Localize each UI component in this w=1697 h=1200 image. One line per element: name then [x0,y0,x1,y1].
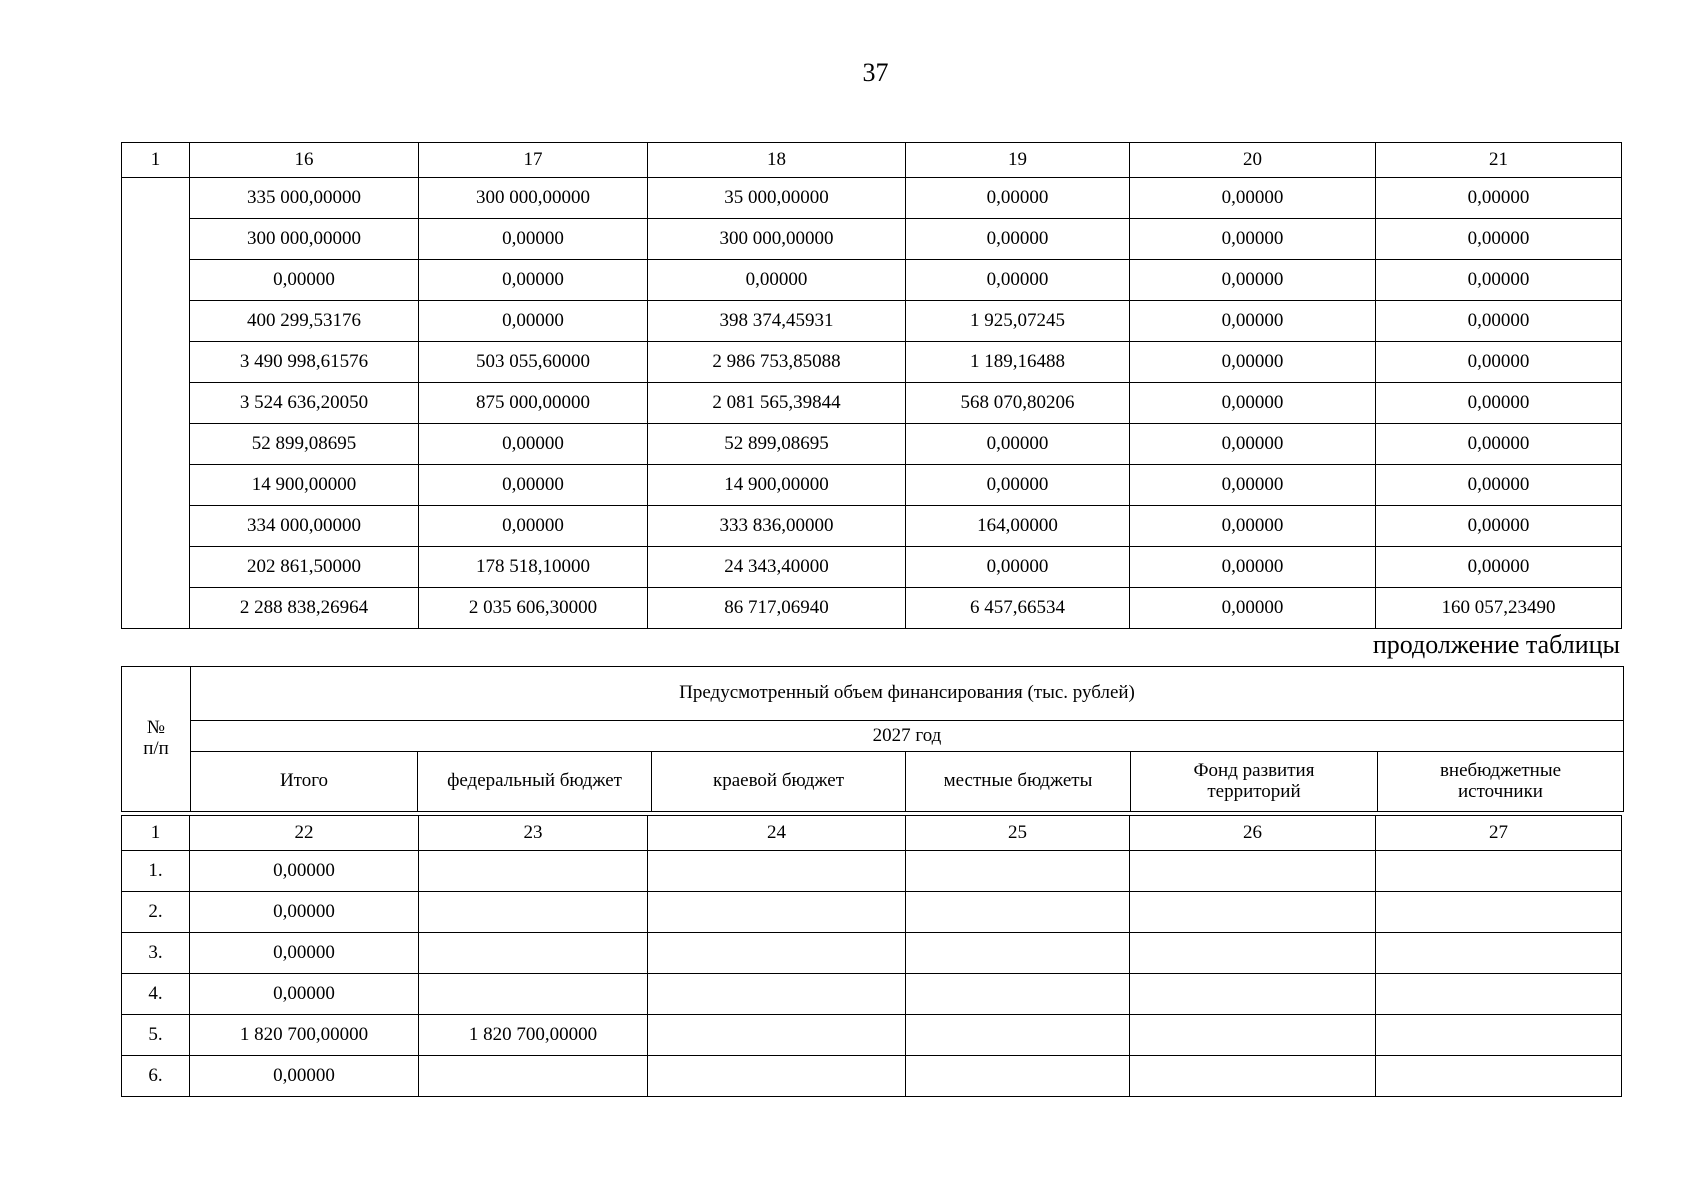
row-number-header: № п/п [122,667,191,812]
table-row [122,933,1622,974]
merged-number-cell [122,178,190,629]
table-cell: 52 899,08695 [190,424,419,465]
column-number-row [122,143,1622,178]
table-cell: 0,00000 [906,465,1130,506]
table-cell: 300 000,00000 [648,219,906,260]
column-number-cell: 17 [419,143,648,178]
table-cell: 24 343,40000 [648,547,906,588]
table-cell [1130,1015,1376,1056]
table-cell: 0,00000 [648,260,906,301]
column-number-cell: 20 [1130,143,1376,178]
table-cell: 0,00000 [1376,178,1622,219]
table-cell: 14 900,00000 [648,465,906,506]
table-cell: 2 081 565,39844 [648,383,906,424]
table-cell: 0,00000 [190,892,419,933]
table-cell: 0,00000 [190,1056,419,1097]
table-cell: 0,00000 [906,424,1130,465]
row-number-cell: 3. [122,933,190,974]
table-cell: 1 189,16488 [906,342,1130,383]
column-number-cell: 19 [906,143,1130,178]
table-cell [648,1056,906,1097]
table-row [122,465,1622,506]
table-cell: 333 836,00000 [648,506,906,547]
table-cell: 0,00000 [190,974,419,1015]
table-cell [648,892,906,933]
table-cell: 2 288 838,26964 [190,588,419,629]
table-cell [1376,1015,1622,1056]
table-cell: 0,00000 [1130,547,1376,588]
table-cell: 0,00000 [906,547,1130,588]
table-cell: 0,00000 [1376,465,1622,506]
table-cell: 0,00000 [1130,383,1376,424]
table-cell: 0,00000 [1376,424,1622,465]
table-cell [906,851,1130,892]
year-header: 2027 год [191,721,1624,752]
table-cell: 0,00000 [419,506,648,547]
table-cell: 0,00000 [906,178,1130,219]
table-cell: 2 035 606,30000 [419,588,648,629]
column-number-cell: 21 [1376,143,1622,178]
financing-table-top [121,142,1622,629]
table-cell: 0,00000 [1376,342,1622,383]
column-number-cell: 1 [122,816,190,851]
table-row [122,260,1622,301]
table-cell [648,851,906,892]
row-number-cell: 6. [122,1056,190,1097]
table-row [122,301,1622,342]
table-cell: 0,00000 [419,219,648,260]
table-cell [419,933,648,974]
table-cell: 3 524 636,20050 [190,383,419,424]
table-cell: 0,00000 [906,219,1130,260]
table-cell: 0,00000 [906,260,1130,301]
subheader-federal-budget: федеральный бюджет [418,752,652,812]
table-cell: 1 925,07245 [906,301,1130,342]
table-cell: 0,00000 [1130,506,1376,547]
table-cell: 503 055,60000 [419,342,648,383]
subheader-total: Итого [191,752,418,812]
row-number-cell: 5. [122,1015,190,1056]
table-cell [1376,933,1622,974]
table-cell: 0,00000 [419,424,648,465]
table-cell: 202 861,50000 [190,547,419,588]
table-cell [419,892,648,933]
table-cell: 0,00000 [1130,465,1376,506]
table-cell: 0,00000 [419,465,648,506]
table-cell: 0,00000 [1376,506,1622,547]
table-cell [906,892,1130,933]
table-cell: 0,00000 [190,260,419,301]
table-cell [1130,892,1376,933]
table-cell: 6 457,66534 [906,588,1130,629]
table-cell: 568 070,80206 [906,383,1130,424]
table-cell: 875 000,00000 [419,383,648,424]
table-row [122,506,1622,547]
column-number-cell: 22 [190,816,419,851]
table-cell: 0,00000 [1130,219,1376,260]
column-number-cell: 24 [648,816,906,851]
table-cell: 2 986 753,85088 [648,342,906,383]
table-cell: 1 820 700,00000 [190,1015,419,1056]
table-cell [1130,1056,1376,1097]
table-row [122,424,1622,465]
table-cell [1376,851,1622,892]
table-cell: 334 000,00000 [190,506,419,547]
table-cell [648,974,906,1015]
subheader-regional-budget: краевой бюджет [652,752,906,812]
table-cell [419,851,648,892]
column-number-cell: 26 [1130,816,1376,851]
table-row [122,892,1622,933]
table-cell [419,974,648,1015]
table-cell: 160 057,23490 [1376,588,1622,629]
table-row [122,219,1622,260]
column-number-cell: 23 [419,816,648,851]
table-cell: 35 000,00000 [648,178,906,219]
financing-header-table [121,666,1624,812]
table-cell: 398 374,45931 [648,301,906,342]
row-number-cell: 2. [122,892,190,933]
table-cell: 0,00000 [1130,342,1376,383]
table-cell [1376,892,1622,933]
table-cell [1130,933,1376,974]
table-cell: 0,00000 [1376,383,1622,424]
column-number-row [122,816,1622,851]
table-cell [906,1056,1130,1097]
column-number-cell: 1 [122,143,190,178]
table-row [122,383,1622,424]
table-cell [906,933,1130,974]
table-cell: 335 000,00000 [190,178,419,219]
column-number-cell: 18 [648,143,906,178]
table-cell: 0,00000 [190,851,419,892]
table-cell: 0,00000 [1130,588,1376,629]
table-row [122,1015,1622,1056]
table-row [122,342,1622,383]
column-number-cell: 25 [906,816,1130,851]
row-number-cell: 4. [122,974,190,1015]
page-number: 37 [862,58,889,87]
table-cell [906,1015,1130,1056]
table-cell: 0,00000 [1376,301,1622,342]
subheader-local-budgets: местные бюджеты [906,752,1131,812]
table-cell: 400 299,53176 [190,301,419,342]
table-row [122,547,1622,588]
table-cell [648,1015,906,1056]
table-row [122,851,1622,892]
table-cell [1130,974,1376,1015]
continuation-label: продолжение таблицы [1372,630,1620,659]
table-cell [1376,1056,1622,1097]
table-cell: 3 490 998,61576 [190,342,419,383]
table-cell: 0,00000 [1376,219,1622,260]
table-row [122,588,1622,629]
table-cell: 0,00000 [1376,260,1622,301]
table-cell: 52 899,08695 [648,424,906,465]
table-cell [1376,974,1622,1015]
table-cell: 0,00000 [1130,178,1376,219]
subheader-territory-fund: Фонд развития территорий [1131,752,1378,812]
table-cell: 300 000,00000 [190,219,419,260]
table-cell [906,974,1130,1015]
table-cell [419,1056,648,1097]
table-cell: 0,00000 [1130,424,1376,465]
table-cell [1130,851,1376,892]
column-number-cell: 16 [190,143,419,178]
table-cell: 0,00000 [190,933,419,974]
table-cell: 14 900,00000 [190,465,419,506]
table-cell: 0,00000 [419,301,648,342]
financing-volume-header: Предусмотренный объем финансирования (тыс. рублей) [191,667,1624,721]
table-cell: 178 518,10000 [419,547,648,588]
table-cell: 164,00000 [906,506,1130,547]
table-row [122,178,1622,219]
table-cell: 0,00000 [1130,301,1376,342]
table-cell: 0,00000 [419,260,648,301]
subheader-extrabudgetary: внебюджетные источники [1378,752,1624,812]
table-cell [648,933,906,974]
table-cell: 0,00000 [1130,260,1376,301]
table-cell: 1 820 700,00000 [419,1015,648,1056]
financing-table-bottom [121,815,1622,1097]
row-number-cell: 1. [122,851,190,892]
table-cell: 0,00000 [1376,547,1622,588]
column-number-cell: 27 [1376,816,1622,851]
table-row [122,1056,1622,1097]
table-row [122,974,1622,1015]
table-cell: 300 000,00000 [419,178,648,219]
table-cell: 86 717,06940 [648,588,906,629]
